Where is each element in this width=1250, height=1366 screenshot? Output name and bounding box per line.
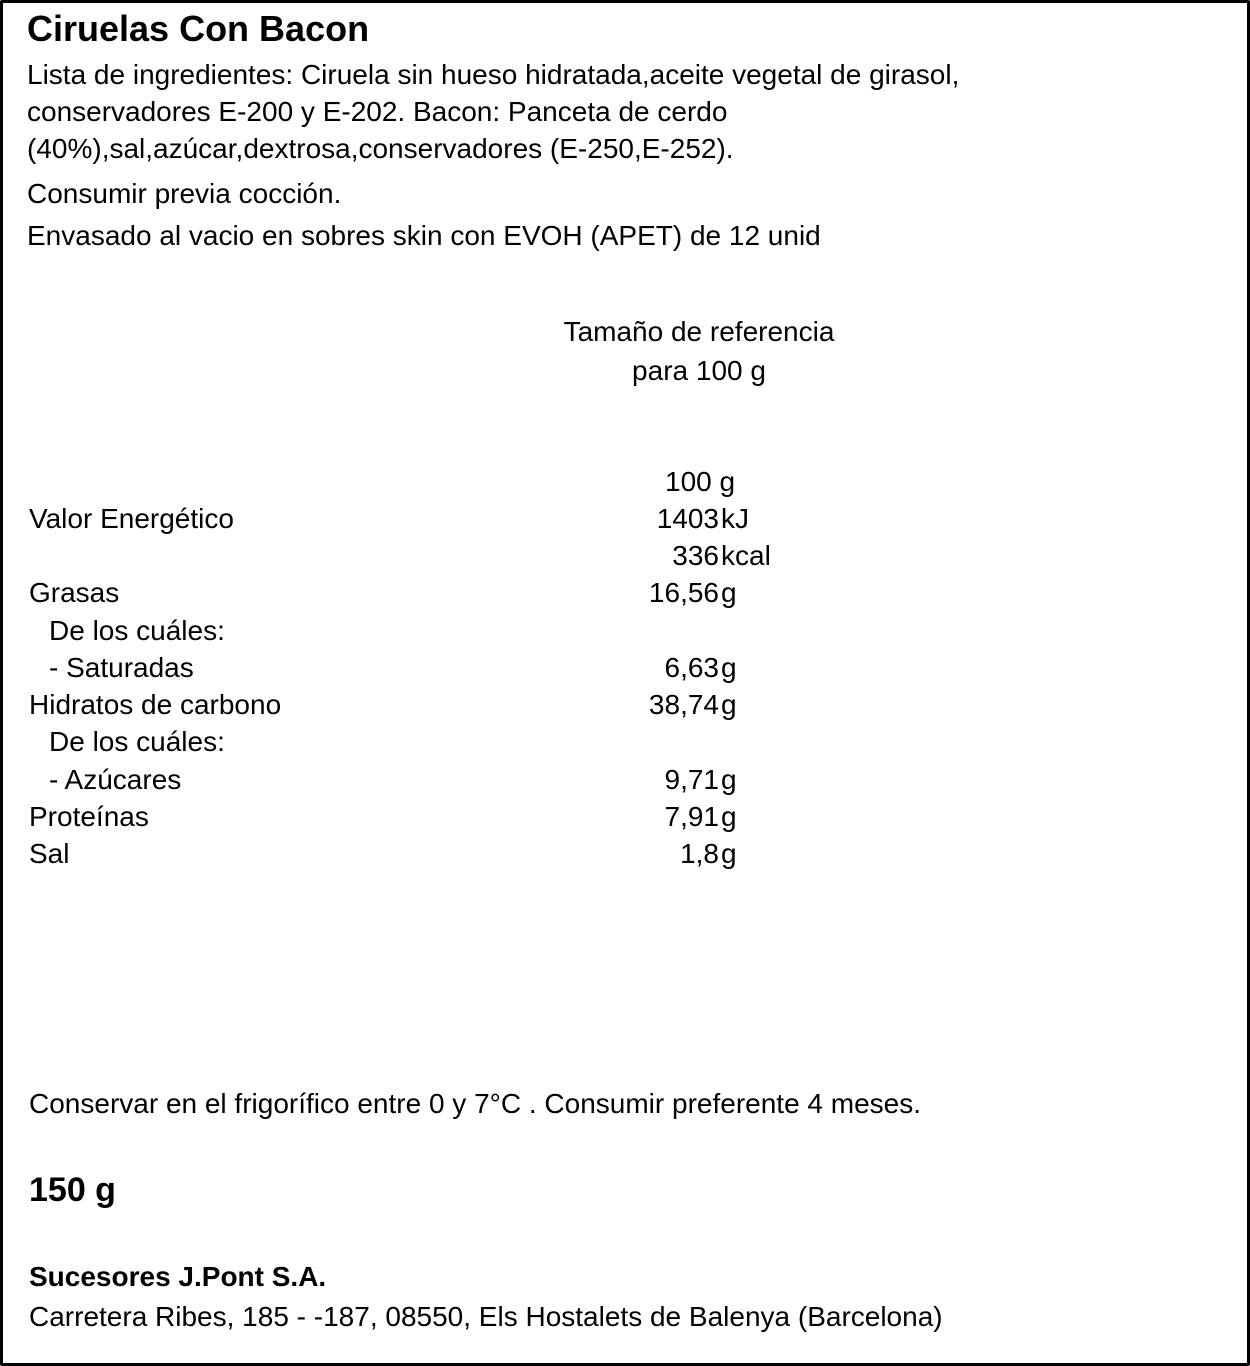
reference-size-line-2: para 100 g [632, 355, 766, 386]
company-name: Sucesores J.Pont S.A. [29, 1261, 327, 1292]
nutrient-label: Sal [29, 838, 70, 869]
cooking-instructions: Consumir previa cocción. [27, 178, 342, 209]
storage-instructions: Conservar en el frigorífico entre 0 y 7°C . Consumir preferente 4 meses. [29, 1088, 922, 1119]
ingredients-line-2: conservadores E-200 y E-202. Bacon: Panceta de cerdo [27, 96, 728, 127]
ingredients-line-3: (40%),sal,azúcar,dextrosa,conservadores (E-250,E-252). [27, 133, 734, 164]
nutrition-column-header: 100 g [665, 466, 736, 497]
nutrient-value: 6,63 [664, 652, 719, 683]
energy-label: Valor Energético [29, 503, 234, 534]
energy-kj-unit: kJ [721, 503, 749, 534]
nutrient-value: 16,56 [648, 577, 719, 608]
packaging-info: Envasado al vacio en sobres skin con EVOH (APET) de 12 unid [27, 220, 821, 251]
nutrient-label: Hidratos de carbono [29, 689, 282, 720]
nutrient-value: 38,74 [648, 689, 719, 720]
energy-kcal-value: 336 [672, 540, 719, 571]
nutrient-value: 1,8 [680, 838, 719, 869]
nutrient-sublabel: De los cuáles: [49, 615, 225, 646]
energy-kcal-unit: kcal [721, 540, 771, 571]
nutrient-value: 7,91 [664, 801, 719, 832]
nutrient-unit: g [721, 652, 737, 683]
nutrient-unit: g [721, 689, 737, 720]
net-weight: 150 g [29, 1171, 116, 1209]
nutrient-unit: g [721, 801, 737, 832]
nutrient-unit: g [721, 577, 737, 608]
nutrient-label: - Azúcares [49, 764, 182, 795]
nutrient-unit: g [721, 764, 737, 795]
nutrient-label: - Saturadas [49, 652, 194, 683]
reference-size-line-1: Tamaño de referencia [563, 316, 835, 347]
nutrient-unit: g [721, 838, 737, 869]
energy-kj-value: 1403 [656, 503, 719, 534]
company-address: Carretera Ribes, 185 - -187, 08550, Els Hostalets de Balenya (Barcelona) [29, 1301, 943, 1332]
nutrient-sublabel: De los cuáles: [49, 726, 225, 757]
nutrient-label: Grasas [29, 577, 120, 608]
nutrient-label: Proteínas [29, 801, 149, 832]
product-title: Ciruelas Con Bacon [27, 8, 370, 49]
ingredients-line-1: Lista de ingredientes: Ciruela sin hueso hidratada,aceite vegetal de girasol, [27, 59, 960, 90]
nutrient-value: 9,71 [664, 764, 719, 795]
